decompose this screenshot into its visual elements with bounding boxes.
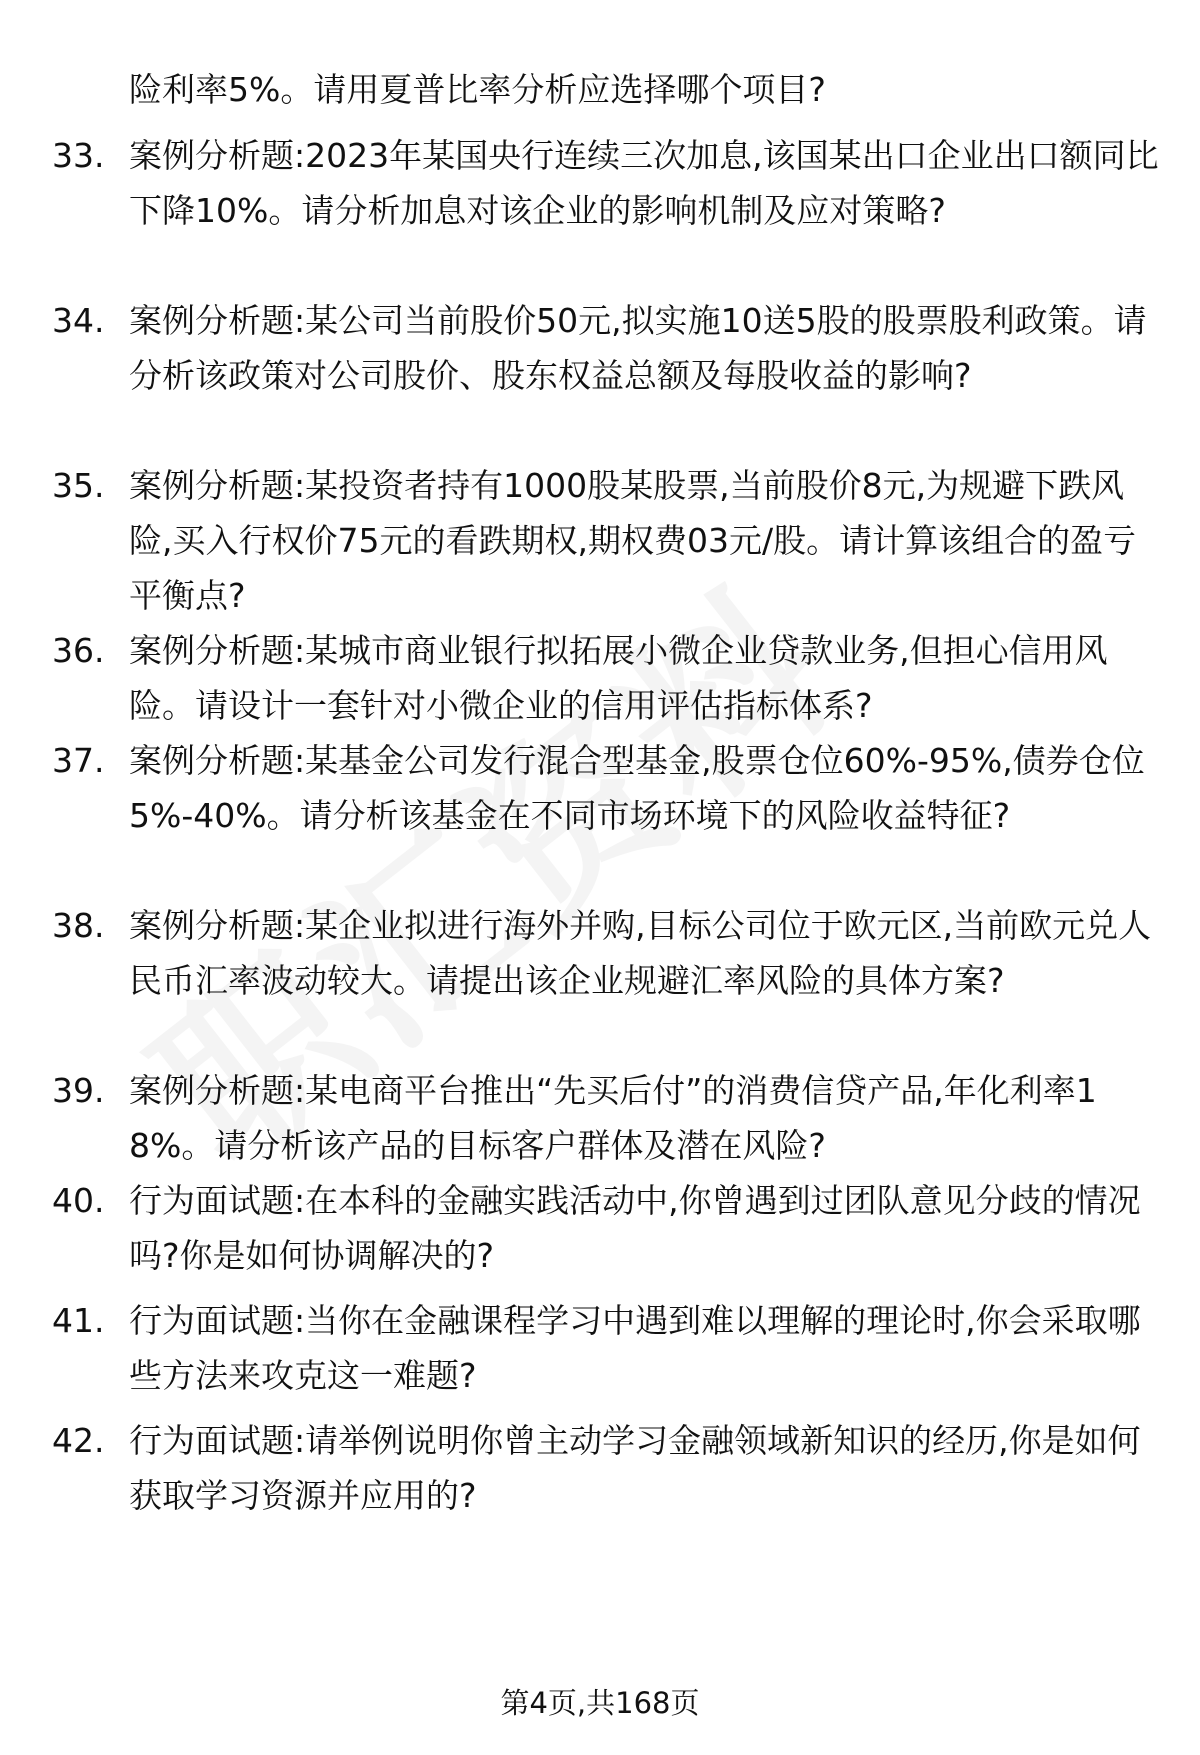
question-number: 42.	[52, 1421, 105, 1460]
question-number: 39.	[52, 1071, 105, 1110]
question-number: 41.	[52, 1301, 105, 1340]
question-text: 行为面试题:在本科的金融实践活动中,你曾遇到过团队意见分歧的情况吗?你是如何协调解决的?	[129, 1181, 1141, 1275]
question-text: 案例分析题:某投资者持有1000股某股票,当前股价8元,为规避下跌风险,买入行权价75元的看跌期权,期权费03元/股。请计算该组合的盈亏平衡点?	[129, 466, 1137, 615]
question-text: 案例分析题:某电商平台推出“先买后付”的消费信贷产品,年化利率18%。请分析该产品的目标客户群体及潜在风险?	[129, 1071, 1097, 1165]
question-text: 案例分析题:某企业拟进行海外并购,目标公司位于欧元区,当前欧元兑人民币汇率波动较大。请提出该企业规避汇率风险的具体方案?	[129, 906, 1152, 1000]
question-text: 行为面试题:当你在金融课程学习中遇到难以理解的理论时,你会采取哪些方法来攻克这一难题?	[129, 1301, 1141, 1395]
question-text: 案例分析题:某公司当前股价50元,拟实施10送5股的股票股利政策。请分析该政策对公司股价、股东权益总额及每股收益的影响?	[129, 301, 1147, 395]
question-number: 38.	[52, 906, 105, 945]
question-number: 36.	[52, 631, 105, 670]
question-text: 案例分析题:某城市商业银行拟拓展小微企业贷款业务,但担心信用风险。请设计一套针对小微企业的信用评估指标体系?	[129, 631, 1108, 725]
question-number: 34.	[52, 301, 105, 340]
question-number: 40.	[52, 1181, 105, 1220]
continuation-text: 险利率5%。请用夏普比率分析应选择哪个项目?	[129, 70, 826, 109]
question-text: 案例分析题:2023年某国央行连续三次加息,该国某出口企业出口额同比下降10%。请分析加息对该企业的影响机制及应对策略?	[129, 136, 1159, 230]
question-text: 行为面试题:请举例说明你曾主动学习金融领域新知识的经历,你是如何获取学习资源并应用的?	[129, 1421, 1141, 1515]
question-number: 37.	[52, 741, 105, 780]
page-footer: 第4页,共168页	[500, 1686, 700, 1720]
question-number: 33.	[52, 136, 105, 175]
question-number: 35.	[52, 466, 105, 505]
question-text: 案例分析题:某基金公司发行混合型基金,股票仓位60%-95%,债券仓位5%-40%。请分析该基金在不同市场环境下的风险收益特征?	[129, 741, 1145, 835]
